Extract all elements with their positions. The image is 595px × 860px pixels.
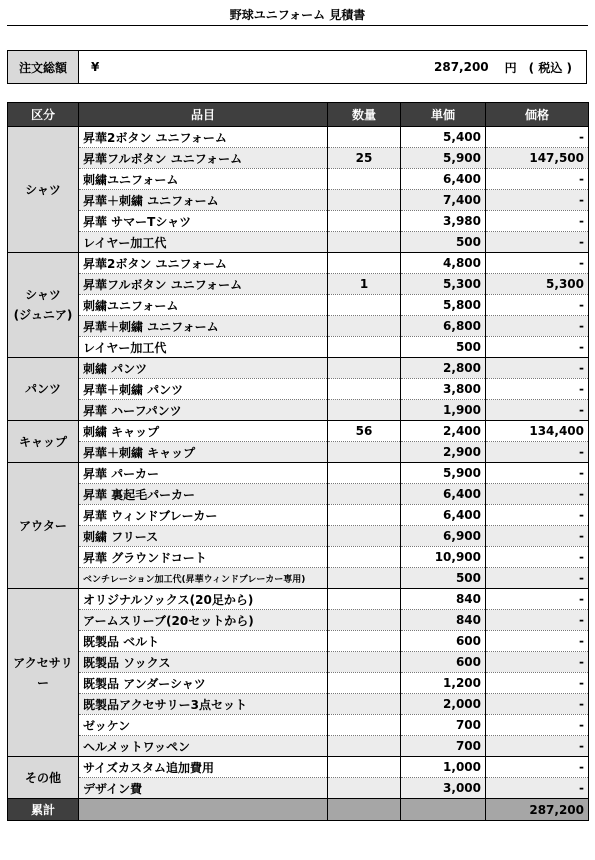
table-row <box>8 715 589 736</box>
item-name-cell: レイヤー加工代 <box>79 337 328 358</box>
qty-cell <box>328 526 401 547</box>
item-name-cell: 既製品 アンダーシャツ <box>79 673 328 694</box>
table-row <box>8 148 589 169</box>
header-qty: 数量 <box>328 103 401 127</box>
price-cell: - <box>486 631 589 652</box>
qty-cell <box>328 379 401 400</box>
price-cell: - <box>486 505 589 526</box>
price-cell: - <box>486 673 589 694</box>
price-cell: - <box>486 379 589 400</box>
price-cell: - <box>486 253 589 274</box>
item-name-cell: 昇華フルボタン ユニフォーム <box>79 148 328 169</box>
table-row <box>8 253 589 274</box>
item-name-cell: 刺繍 キャップ <box>79 421 328 442</box>
unit-price-cell: 1,000 <box>401 757 486 778</box>
sum-label: 累計 <box>8 799 79 821</box>
price-cell: - <box>486 757 589 778</box>
qty-cell <box>328 736 401 757</box>
table-row <box>8 379 589 400</box>
qty-cell <box>328 442 401 463</box>
price-cell: - <box>486 358 589 379</box>
table-row <box>8 295 589 316</box>
order-total-label: 注文総額 <box>8 51 79 83</box>
item-name-cell: 刺繍 フリース <box>79 526 328 547</box>
header-item: 品目 <box>79 103 328 127</box>
item-name-cell: ヘルメットワッペン <box>79 736 328 757</box>
price-cell: - <box>486 337 589 358</box>
table-row <box>8 358 589 379</box>
table-row <box>8 568 589 589</box>
qty-cell <box>328 127 401 148</box>
price-cell: - <box>486 547 589 568</box>
table-row <box>8 442 589 463</box>
title-underline <box>7 25 588 26</box>
item-name-cell: 昇華 ハーフパンツ <box>79 400 328 421</box>
order-total-currency: ¥ <box>91 60 100 74</box>
qty-cell <box>328 547 401 568</box>
sum-row <box>8 799 589 821</box>
table-header-row <box>8 103 589 127</box>
price-cell: - <box>486 778 589 799</box>
price-cell: 5,300 <box>486 274 589 295</box>
qty-cell <box>328 169 401 190</box>
price-cell: 147,500 <box>486 148 589 169</box>
price-cell: - <box>486 442 589 463</box>
unit-price-cell: 840 <box>401 589 486 610</box>
item-name-cell: レイヤー加工代 <box>79 232 328 253</box>
table-row <box>8 547 589 568</box>
table-row <box>8 589 589 610</box>
unit-price-cell: 6,400 <box>401 484 486 505</box>
price-cell: - <box>486 190 589 211</box>
qty-cell <box>328 232 401 253</box>
table-row <box>8 484 589 505</box>
table-row <box>8 505 589 526</box>
qty-cell <box>328 610 401 631</box>
price-cell: - <box>486 568 589 589</box>
item-name-cell: ベンチレーション加工代(昇華ウィンドブレーカー専用) <box>79 568 328 589</box>
price-cell: - <box>486 484 589 505</box>
page-title: 野球ユニフォーム 見積書 <box>229 8 366 22</box>
item-name-cell: 昇華 裏起毛パーカー <box>79 484 328 505</box>
item-name-cell: 刺繍ユニフォーム <box>79 295 328 316</box>
unit-price-cell: 6,900 <box>401 526 486 547</box>
unit-price-cell: 5,800 <box>401 295 486 316</box>
order-total-amount-area <box>131 51 586 83</box>
qty-cell <box>328 631 401 652</box>
price-cell: - <box>486 589 589 610</box>
estimate-table <box>7 102 589 821</box>
item-name-cell: 昇華 パーカー <box>79 463 328 484</box>
header-price: 価格 <box>486 103 589 127</box>
unit-price-cell: 840 <box>401 610 486 631</box>
qty-cell <box>328 337 401 358</box>
unit-price-cell: 2,800 <box>401 358 486 379</box>
price-cell: - <box>486 715 589 736</box>
qty-cell: 1 <box>328 274 401 295</box>
table-row <box>8 778 589 799</box>
item-name-cell: 昇華フルボタン ユニフォーム <box>79 274 328 295</box>
unit-price-cell: 700 <box>401 715 486 736</box>
unit-price-cell: 1,900 <box>401 400 486 421</box>
price-cell: - <box>486 211 589 232</box>
item-name-cell: 昇華＋刺繍 パンツ <box>79 379 328 400</box>
table-body <box>8 127 589 799</box>
table-row <box>8 232 589 253</box>
table-row <box>8 421 589 442</box>
price-cell: - <box>486 694 589 715</box>
price-cell: - <box>486 127 589 148</box>
item-name-cell: 昇華2ボタン ユニフォーム <box>79 127 328 148</box>
category-cell: シャツ <box>8 127 79 253</box>
header-unit-price: 単価 <box>401 103 486 127</box>
category-cell: シャツ (ジュニア) <box>8 253 79 358</box>
order-total-box <box>7 50 587 84</box>
order-total-tax-note: ( 税込 ) <box>528 60 572 75</box>
unit-price-cell: 2,400 <box>401 421 486 442</box>
unit-price-cell: 7,400 <box>401 190 486 211</box>
price-cell: - <box>486 463 589 484</box>
unit-price-cell: 500 <box>401 337 486 358</box>
table-row <box>8 316 589 337</box>
item-name-cell: 既製品 ベルト <box>79 631 328 652</box>
unit-price-cell: 500 <box>401 568 486 589</box>
item-name-cell: アームスリーブ(20セットから) <box>79 610 328 631</box>
table-row <box>8 463 589 484</box>
unit-price-cell: 700 <box>401 736 486 757</box>
qty-cell <box>328 316 401 337</box>
qty-cell <box>328 652 401 673</box>
table-row <box>8 169 589 190</box>
qty-cell <box>328 253 401 274</box>
table-row <box>8 526 589 547</box>
item-name-cell: 昇華 ウィンドブレーカー <box>79 505 328 526</box>
qty-cell <box>328 358 401 379</box>
table-row <box>8 127 589 148</box>
category-cell: アクセサリー <box>8 589 79 757</box>
sum-value: 287,200 <box>486 799 589 821</box>
price-cell: - <box>486 610 589 631</box>
category-cell: アウター <box>8 463 79 589</box>
price-cell: - <box>486 652 589 673</box>
table-row <box>8 190 589 211</box>
sum-item-empty <box>79 799 328 821</box>
unit-price-cell: 10,900 <box>401 547 486 568</box>
qty-cell <box>328 694 401 715</box>
header-category: 区分 <box>8 103 79 127</box>
unit-price-cell: 5,900 <box>401 148 486 169</box>
price-cell: - <box>486 232 589 253</box>
item-name-cell: 昇華 サマーTシャツ <box>79 211 328 232</box>
qty-cell <box>328 757 401 778</box>
qty-cell <box>328 190 401 211</box>
item-name-cell: ゼッケン <box>79 715 328 736</box>
category-cell: キャップ <box>8 421 79 463</box>
qty-cell <box>328 568 401 589</box>
unit-price-cell: 5,400 <box>401 127 486 148</box>
price-cell: - <box>486 400 589 421</box>
qty-cell <box>328 484 401 505</box>
qty-cell <box>328 400 401 421</box>
unit-price-cell: 2,000 <box>401 694 486 715</box>
qty-cell <box>328 295 401 316</box>
table-row <box>8 337 589 358</box>
table-row <box>8 652 589 673</box>
unit-price-cell: 3,000 <box>401 778 486 799</box>
unit-price-cell: 1,200 <box>401 673 486 694</box>
price-cell: - <box>486 295 589 316</box>
unit-price-cell: 6,400 <box>401 505 486 526</box>
qty-cell <box>328 463 401 484</box>
item-name-cell: 既製品アクセサリー3点セット <box>79 694 328 715</box>
qty-cell <box>328 505 401 526</box>
table-row <box>8 610 589 631</box>
qty-cell: 25 <box>328 148 401 169</box>
unit-price-cell: 3,800 <box>401 379 486 400</box>
table-row <box>8 757 589 778</box>
table-row <box>8 211 589 232</box>
price-cell: 134,400 <box>486 421 589 442</box>
qty-cell <box>328 715 401 736</box>
table-row <box>8 736 589 757</box>
unit-price-cell: 2,900 <box>401 442 486 463</box>
unit-price-cell: 600 <box>401 652 486 673</box>
item-name-cell: 刺繍 パンツ <box>79 358 328 379</box>
table-row <box>8 400 589 421</box>
price-cell: - <box>486 316 589 337</box>
price-cell: - <box>486 169 589 190</box>
item-name-cell: 昇華＋刺繍 キャップ <box>79 442 328 463</box>
unit-price-cell: 4,800 <box>401 253 486 274</box>
item-name-cell: サイズカスタム追加費用 <box>79 757 328 778</box>
sum-unit-empty <box>401 799 486 821</box>
unit-price-cell: 500 <box>401 232 486 253</box>
item-name-cell: デザイン費 <box>79 778 328 799</box>
table-row <box>8 673 589 694</box>
item-name-cell: 昇華 グラウンドコート <box>79 547 328 568</box>
unit-price-cell: 600 <box>401 631 486 652</box>
unit-price-cell: 6,400 <box>401 169 486 190</box>
item-name-cell: 既製品 ソックス <box>79 652 328 673</box>
price-cell: - <box>486 736 589 757</box>
unit-price-cell: 5,300 <box>401 274 486 295</box>
qty-cell <box>328 211 401 232</box>
table-row <box>8 631 589 652</box>
unit-price-cell: 3,980 <box>401 211 486 232</box>
category-cell: その他 <box>8 757 79 799</box>
item-name-cell: オリジナルソックス(20足から) <box>79 589 328 610</box>
order-total-amount: 287,200 <box>434 60 489 74</box>
item-name-cell: 昇華＋刺繍 ユニフォーム <box>79 190 328 211</box>
item-name-cell: 刺繍ユニフォーム <box>79 169 328 190</box>
table-row <box>8 694 589 715</box>
qty-cell <box>328 673 401 694</box>
price-cell: - <box>486 526 589 547</box>
sum-qty-empty <box>328 799 401 821</box>
qty-cell <box>328 589 401 610</box>
item-name-cell: 昇華2ボタン ユニフォーム <box>79 253 328 274</box>
category-cell: パンツ <box>8 358 79 421</box>
table-row <box>8 274 589 295</box>
unit-price-cell: 5,900 <box>401 463 486 484</box>
order-total-unit: 円 <box>504 60 517 75</box>
qty-cell <box>328 778 401 799</box>
qty-cell: 56 <box>328 421 401 442</box>
item-name-cell: 昇華＋刺繍 ユニフォーム <box>79 316 328 337</box>
unit-price-cell: 6,800 <box>401 316 486 337</box>
